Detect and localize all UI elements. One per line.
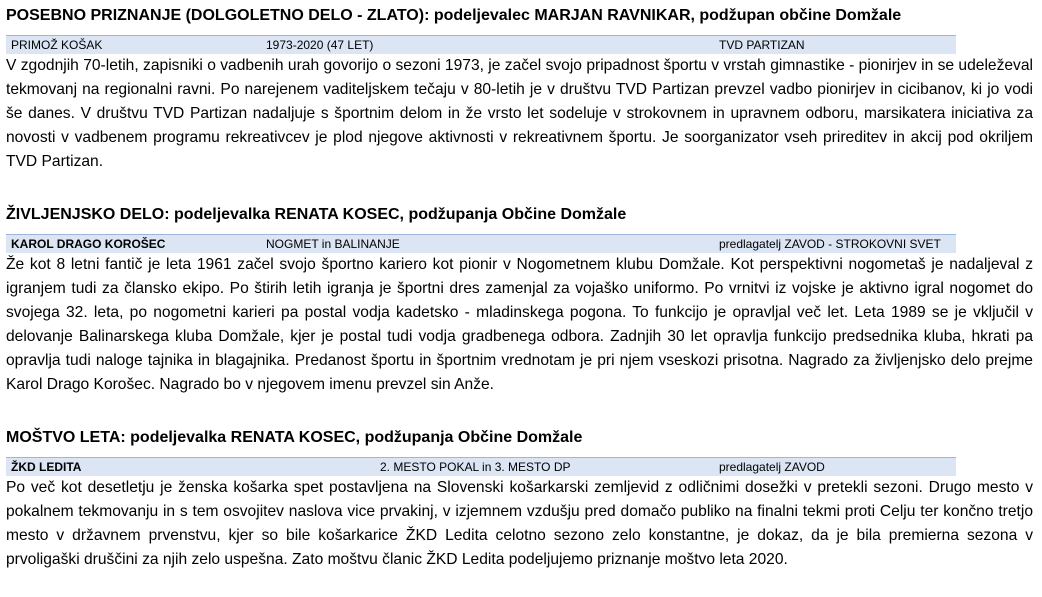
awardee-detail: 2. MESTO POKAL in 3. MESTO DP [380,460,571,474]
awardee-proposer: predlagatelj ZAVOD - STROKOVNI SVET [719,237,941,251]
section-heading: POSEBNO PRIZNANJE (DOLGOLETNO DELO - ZLATO): podeljevalec MARJAN RAVNIKAR, podžupan občine Domžale [6,7,902,24]
awardee-info-bar [6,35,956,54]
section-heading: MOŠTVO LETA: podeljevalka RENATA KOSEC, podžupanja Občine Domžale [6,429,583,446]
award-section-team-of-the-year [6,428,1036,572]
awardee-detail: NOGMET in BALINANJE [266,237,400,251]
awardee-organization: TVD PARTIZAN [719,38,805,52]
awardee-proposer: predlagatelj ZAVOD [719,460,825,474]
awardee-info-bar [6,457,956,476]
section-description: Po več kot desetletju je ženska košarka spet postavljena na Slovenski košarkarski zemljevid z odličnimi dosežki v pretekli sezoni. Drugo mesto v pokalnem tekmovanju in s tem osvojitev naslova vice prvakinj, v izjemnem vzdušju pred domačo publiko na finalni tekmi proti Celju ter končno tretjo mesto v državnem prvenstvu, kjer so bile košarkarice ŽKD Ledita celotno sezono zelo konstantne, je dokaz, da je bila premierna sezona v prvoligaški druščini za njih zelo uspešna. Zato moštvu članic ŽKD Ledita podeljujemo priznanje moštvo leta 2020. [6,479,1033,568]
section-description: V zgodnjih 70-letih, zapisniki o vadbenih urah govorijo o sezoni 1973, je začel svojo pripadnost športu v vrstah gimnastike - pionirjev in se udeleževal tekmovanj na regionalni ravni. Po narejenem vaditeljskem tečaju v 80-letih je v društvu TVD Partizan prevzel vadbo pionirjev in cicibanov, ki jo vodi še danes. V društvu TVD Partizan nadaljuje s športnim delom in že vrsto let sodeluje v strokovnem in upravnem odboru, marsikatera iniciativa za novosti v vadbenem programu rekreativcev je plod njegove aktivnosti v rekreativnem športu. Je soorganizator vseh prireditev in akcij pod okriljem TVD Partizan. [6,57,1033,170]
award-section-lifetime-achievement [6,205,1036,397]
award-section-special-recognition [6,6,1036,174]
awardee-info-bar [6,234,956,253]
section-heading: ŽIVLJENJSKO DELO: podeljevalka RENATA KOSEC, podžupanja Občine Domžale [6,206,627,223]
awardee-name: KAROL DRAGO KOROŠEC [11,237,166,251]
awardee-name: PRIMOŽ KOŠAK [11,38,103,52]
awardee-detail: 1973-2020 (47 LET) [266,38,374,52]
section-description: Že kot 8 letni fantič je leta 1961 začel svojo športno kariero kot pionir v Nogometnem klubu Domžale. Kot perspektivni nogometaš je nadaljeval z igranjem tudi za člansko ekipo. Po štirih letih igranja je športni dres zamenjal za vojaško uniformo. Po vrnitvi iz vojske je aktivno igral nogomet do svojega 32. leta, po nogometni karieri pa postal vodja kadetsko - mladinskega pogona. To funkcijo je opravljal več let. Leta 1989 se je vključil v delovanje Balinarskega kluba Domžale, kjer je postal tudi vodja gradbenega odbora. Zadnjih 30 let opravlja funkcijo predsednika kluba, hkrati pa opravlja tudi naloge tajnika in blagajnika. Predanost športu in športnim vrednotam je pri njem vseskozi prisotna. Nagrado za življenjsko delo prejme Karol Drago Korošec. Nagrado bo v njegovem imenu prevzel sin Anže. [6,256,1033,393]
awardee-name: ŽKD LEDITA [11,460,82,474]
